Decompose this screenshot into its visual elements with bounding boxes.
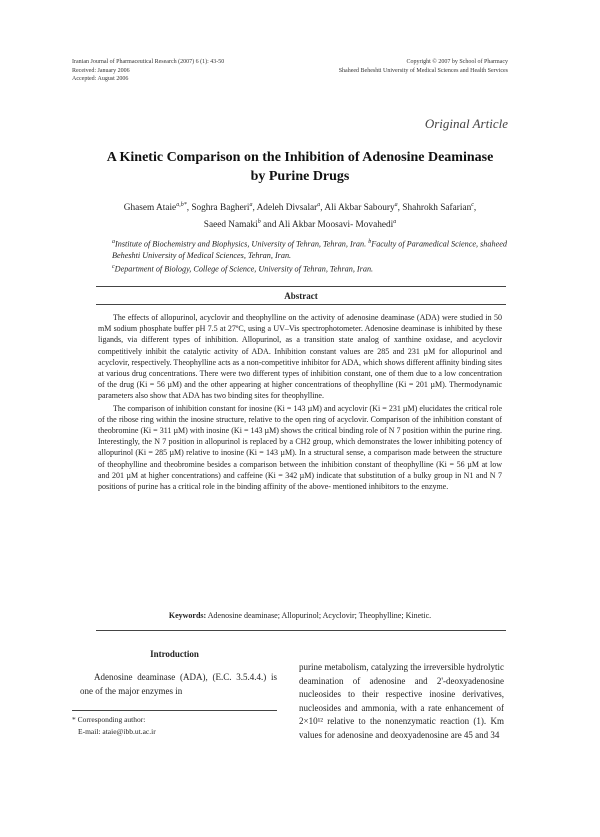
- abstract-heading: Abstract: [284, 291, 318, 301]
- introduction-right-column: [299, 661, 504, 742]
- journal-citation: Iranian Journal of Pharmaceutical Research (2007) 6 (1): 43-50: [72, 59, 225, 65]
- affiliations: [112, 237, 516, 275]
- affiliation-a: Institute of Biochemistry and Biophysics, University of Tehran, Tehran, Iran.: [115, 239, 367, 249]
- affiliation-mark: a: [112, 239, 115, 245]
- affiliation-c: Department of Biology, College of Science, University of Tehran, Tehran, Iran.: [114, 264, 374, 274]
- title-line-2: by Purine Drugs: [250, 169, 350, 184]
- corresponding-author-label: * Corresponding author:: [72, 715, 146, 724]
- journal-header-right: [339, 58, 508, 75]
- affiliation-mark: c: [112, 263, 115, 270]
- author-affiliation-mark: b: [257, 219, 261, 226]
- author-list: Ghasem Ataie$^{a,b*}$, Soghra Bagheri$^a$, Adeleh Divsalar$^a$, Ali Akbar Saboury$^a$, Shahrokh Safarian$^c$, Saeed Namaki$^b$ and Ali Akbar Moosavi- Movahedi$^a$: [123, 202, 477, 231]
- author-affiliation-mark: a: [249, 202, 253, 208]
- author-name: Saeed Namaki: [203, 220, 258, 231]
- keywords-list: Adenosine deaminase; Allopurinol; Acyclovir; Theophylline; Kinetic.: [207, 611, 432, 620]
- introduction-paragraph-continued: purine metabolism, catalyzing the irreversible hydrolytic deamination of adenosine and 2'-deoxyadenosine nucleosides to their respective inosine derivatives, nucleosides and ammonia, with a rate enhancement of 2×10¹² relative to the nonenzymatic reaction (1). Km values for adenosine and deoxyadenosine are 45 and 34: [299, 662, 504, 740]
- keywords: [98, 611, 502, 620]
- publisher-line: Shaheed Beheshti University of Medical Sciences and Health Services: [338, 67, 508, 74]
- accepted-date: Accepted: August 2006: [72, 76, 129, 82]
- author-affiliation-mark: a,b*: [176, 202, 187, 208]
- keywords-label: Keywords:: [168, 611, 207, 620]
- footnote: [72, 714, 277, 738]
- author-name: Soghra Bagheri: [191, 203, 250, 214]
- abstract-bottom-rule: [96, 630, 506, 631]
- author-name: Ali Akbar Saboury: [324, 203, 395, 214]
- abstract-paragraph-1: The effects of allopurinol, acyclovir and theophylline on the activity of adenosine deaminase (ADA) were studied in 50 mM sodium phosphate buffer pH 7.5 at 27ºC, using a UV–Vis spectrophotometer. Adenosine deaminase is inhibited by these ligands, via different types of inhibition. Allopurinol, as a transition state analog of xanthine oxidase, and acyclovir competitively inhibit the catalytic activity of ADA. Inhibition constant values are 285 and 231 µM for allopurinol and acyclovir, respectively. Theophylline acts as a non-competitive inhibitor for ADA, which shows different affinity binding sites at various drug concentrations. There were two different types of inhibition constant, one of them due to a low concentration of the drug (Ki = 56 µM) and the other appearing at higher concentrations of theophylline (Ki = 201 µM). Thermodynamic parameters also show that ADA has two binding sites for theophylline.: [98, 313, 502, 401]
- author-affiliation-mark: c: [471, 202, 474, 208]
- abstract-paragraph-2: The comparison of inhibition constant for inosine (Ki = 143 µM) and acyclovir (Ki = 231 µM) elucidates the critical role of the ribose ring within the inosine structure, relative to the open ring of acyclovir. Comparison of the inhibition constant of theobromine (Ki = 311 µM) with inosine (Ki = 143 µM) shows the critical binding role of N 7 position within the purine ring. Interestingly, the N 7 position in allopurinol is replaced by a CH2 group, which demonstrates the lower inhibiting potency of allopurinol (Ki = 285 µM) relative to inosine (Ki = 143 µM). In a structural sense, a comparison made between the structure of theophylline and theobromine besides a comparison between the inhibition constant of theophylline (Ki = 56 µM at low and 201 µM at higher concentrations) and caffeine (Ki = 342 µM) indicate that substitution of a bulky group in N1 and N 7 positions of purine has a critical role in the binding affinity of the above- mentioned inhibitors to the enzyme.: [98, 403, 502, 492]
- author-name: Shahrokh Safarian: [402, 203, 472, 214]
- author-name: Adeleh Divsalar: [256, 203, 318, 214]
- corresponding-email: E-mail: ataie@ibb.ut.ac.ir: [78, 727, 156, 736]
- author-affiliation-mark: a: [317, 202, 321, 208]
- introduction-heading: Introduction: [150, 649, 199, 659]
- author-name: Ali Akbar Moosavi- Movahedi: [278, 220, 394, 231]
- author-name: Ghasem Ataie: [123, 203, 177, 214]
- footnote-rule: [72, 710, 277, 711]
- introduction-paragraph: Adenosine deaminase (ADA), (E.C. 3.5.4.4.) is one of the major enzymes in: [80, 672, 277, 696]
- received-date: Received: January 2006: [72, 67, 130, 74]
- affiliation-b: Faculty of Paramedical Science, shaheed Beheshti University of Medical Sciences, Tehran, Iran.: [112, 239, 507, 261]
- title-line-1: A Kinetic Comparison on the Inhibition of Adenosine Deaminase: [106, 150, 494, 165]
- abstract-body: [98, 312, 502, 493]
- copyright-line: Copyright © 2007 by School of Pharmacy: [406, 59, 508, 65]
- affiliation-mark: b: [368, 239, 372, 245]
- article-type: Original Article: [424, 116, 508, 131]
- paper-title: [60, 148, 540, 186]
- abstract-top-rule: [96, 286, 506, 287]
- journal-header-left: [72, 58, 224, 84]
- author-affiliation-mark: a: [394, 202, 398, 208]
- author-affiliation-mark: a: [393, 219, 397, 226]
- abstract-heading-rule: [96, 304, 506, 305]
- introduction-left-column: [80, 671, 277, 698]
